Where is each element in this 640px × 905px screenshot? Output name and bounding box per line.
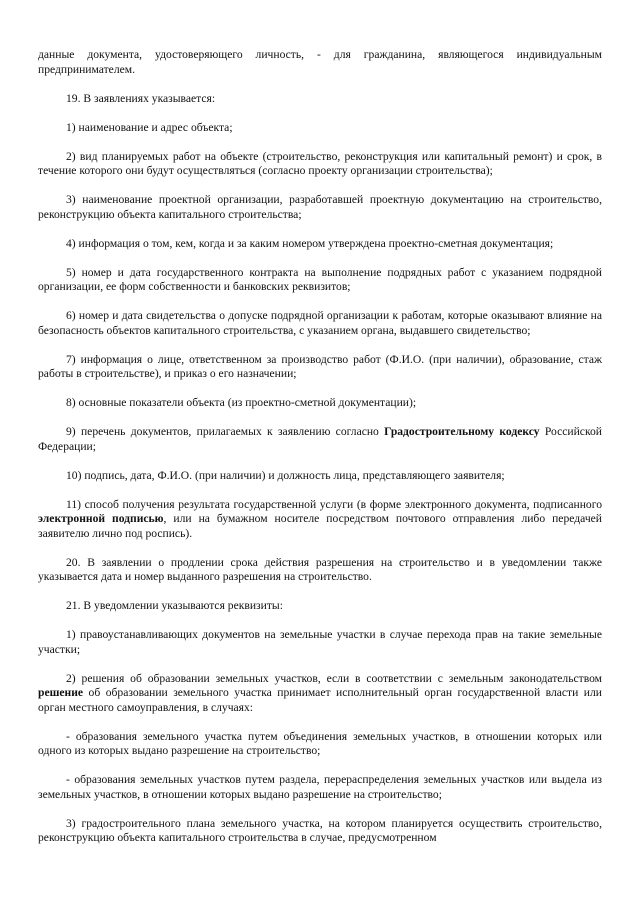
- paragraph-19-item-4: 4) информация о том, кем, когда и за каким номером утверждена проектно-сметная документация;: [66, 236, 554, 250]
- paragraph-19-item-1: 1) наименование и адрес объекта;: [66, 120, 233, 134]
- paragraph-20: 20. В заявлении о продлении срока действия разрешения на строительство и в уведомлении также указывается дата и номер выданного разрешения на строительство.: [38, 555, 602, 583]
- paragraph-21-item-2: 2) решения об образовании земельных участков, если в соответствии с земельным законодательством решение об образовании земельного участка принимает исполнительный орган государственной власти или орган местного самоуправления, в случаях:: [38, 671, 602, 714]
- paragraph-19-item-6: 6) номер и дата свидетельства о допуске подрядной организации к работам, которые оказывают влияние на безопасность объектов капитального строительства, с указанием органа, выдавшего свидетельство;: [38, 309, 602, 337]
- paragraph-19-item-2: 2) вид планируемых работ на объекте (строительство, реконструкция или капитальный ремонт) и срок, в течение которого они будут осуществляться (согласно проекту организации строительства);: [38, 149, 602, 177]
- paragraph-19-item-5: 5) номер и дата государственного контракта на выполнение подрядных работ с указанием подрядной организации, ее форм собственности и банковских реквизитов;: [38, 265, 602, 293]
- paragraph-21-item-2-case-1: - образования земельного участка путем объединения земельных участков, в отношении которых или одного из которых выдано разрешение на строительство;: [38, 729, 602, 757]
- paragraph-19-item-11: 11) способ получения результата государственной услуги (в форме электронного документа, подписанного электронной подписью, или на бумажном носителе посредством почтового отправления либо передачей заявителю лично под роспись).: [38, 497, 603, 540]
- paragraph-intro-continuation: данные документа, удостоверяющего личность, - для гражданина, являющегося индивидуальным предпринимателем.: [38, 48, 602, 76]
- paragraph-19-item-7: 7) информация о лице, ответственном за производство работ (Ф.И.О. (при наличии), образование, стаж работы в строительстве), и приказ о его назначении;: [38, 352, 602, 380]
- paragraph-19: 19. В заявлениях указывается:: [66, 91, 216, 105]
- electronic-signature-link[interactable]: электронной подписью: [38, 512, 164, 525]
- decision-link[interactable]: решение: [38, 686, 84, 699]
- paragraph-21-item-2-case-2: - образования земельных участков путем раздела, перераспределения земельных участков или выдела из земельных участков, в отношении которых выдано разрешение на строительство;: [38, 773, 602, 801]
- paragraph-19-item-9: 9) перечень документов, прилагаемых к заявлению согласно Градостроительному кодексу Российской Федерации;: [38, 425, 602, 453]
- gradostroitelny-kodeks-link[interactable]: Градостроительному кодексу: [384, 425, 540, 438]
- paragraph-21: 21. В уведомлении указываются реквизиты:: [66, 599, 283, 612]
- paragraph-21-item-1: 1) правоустанавливающих документов на земельные участки в случае перехода прав на такие земельные участки;: [38, 628, 602, 656]
- paragraph-19-item-3: 3) наименование проектной организации, разработавшей проектную документацию на строительство, реконструкцию объекта капитального строительства;: [38, 193, 602, 221]
- paragraph-19-item-10: 10) подпись, дата, Ф.И.О. (при наличии) и должность лица, представляющего заявителя;: [66, 468, 505, 482]
- paragraph-19-item-8: 8) основные показатели объекта (из проектно-сметной документации);: [66, 396, 417, 409]
- paragraph-21-item-3: 3) градостроительного плана земельного участка, на котором планируется осуществить строительство, реконструкцию объекта капитального строительства в случае, предусмотренном: [38, 816, 602, 844]
